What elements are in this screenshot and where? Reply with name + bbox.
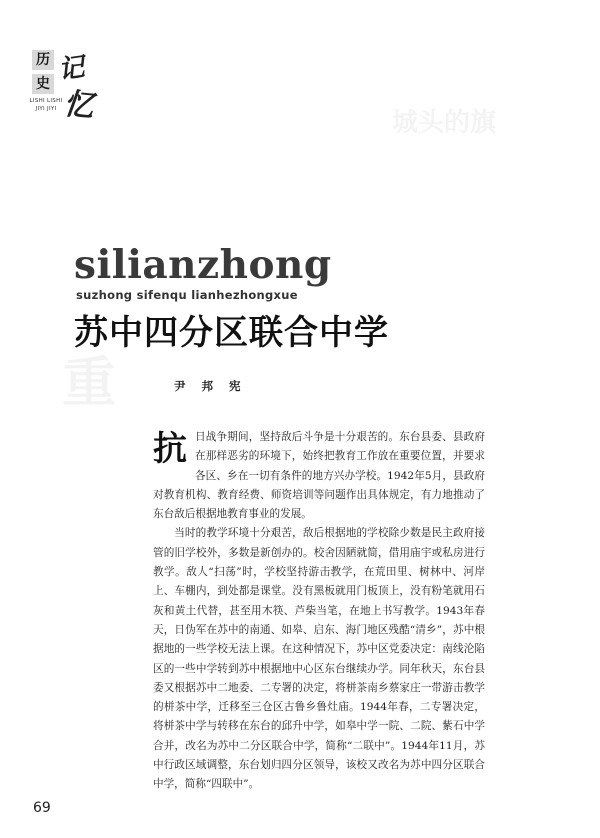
column-logo <box>22 42 94 124</box>
logo-script-char-top: 记 <box>56 52 87 86</box>
pinyin-subtitle: suzhong sifenqu lianhezhongxue <box>76 288 298 302</box>
paragraph-1-text: 日战争期间，坚持敌后斗争是十分艰苦的。东台县委、县政府在那样恶劣的环境下，始终把教育工作放在重要位置，并要求各区、乡在一切有条件的地方兴办学校。1942年5月，县政府对教育机构、教育经费、师资培训等问题作出具体规定，有力地推动了东台敌后根据地教育事业的发展。 <box>153 431 485 521</box>
page-number: 69 <box>33 800 51 816</box>
ghost-text-top <box>392 102 496 139</box>
paragraph-2: 当时的教学环境十分艰苦，敌后根据地的学校除少数是民主政府接管的旧学校外，多数是新创办的。校舍因陋就简，借用庙宇或私房进行教学。敌人“扫荡”时，学校坚持游击教学，在荒田里、树林中、河岸上、车棚内，到处都是课堂。没有黑板就用门板顶上，没有粉笔就用石灰和黄土代替，甚至用木筷、芦柴当笔，在地上书写教学。1943年春天，日伪军在苏中的南通、如皋、启东、海门地区残酷“清乡”，苏中根据地的一些学校无法上课。在这种情况下，苏中区党委决定：南线沦陷区的一些中学转到苏中根据地中心区东台继续办学。同年秋天，东台县委又根据苏中二地委、二专署的决定，将栟茶南乡蔡家庄一带游击教学的栟茶中学，迁移至三仓区古鲁乡鲁灶庙。1944年春，二专署决定，将栟茶中学与转移在东台的邱升中学，如皋中学一院、二院、紫石中学合并，改名为苏中二分区联合中学，简称“二联中”。1944年11月，苏中行政区域调整，东台划归四分区领导，该校又改名为苏中四分区联合中学，简称“四联中”。 <box>153 527 485 791</box>
author-byline: 尹 邦 宪 <box>174 379 247 393</box>
article-title: 苏中四分区联合中学 <box>74 313 389 353</box>
logo-script-char-bottom: 忆 <box>61 86 96 125</box>
logo-char-box-bottom: 史 <box>32 74 54 94</box>
drop-cap: 抗 <box>153 429 187 469</box>
pinyin-title: silianzhong <box>74 242 332 288</box>
logo-char-box-top: 历 <box>32 50 54 70</box>
logo-pinyin-line-1: LISHI LISHI <box>29 98 63 104</box>
logo-pinyin-line-2: JIYI JIYI <box>35 106 57 112</box>
article-body <box>153 428 485 795</box>
paragraph-1 <box>153 428 485 524</box>
